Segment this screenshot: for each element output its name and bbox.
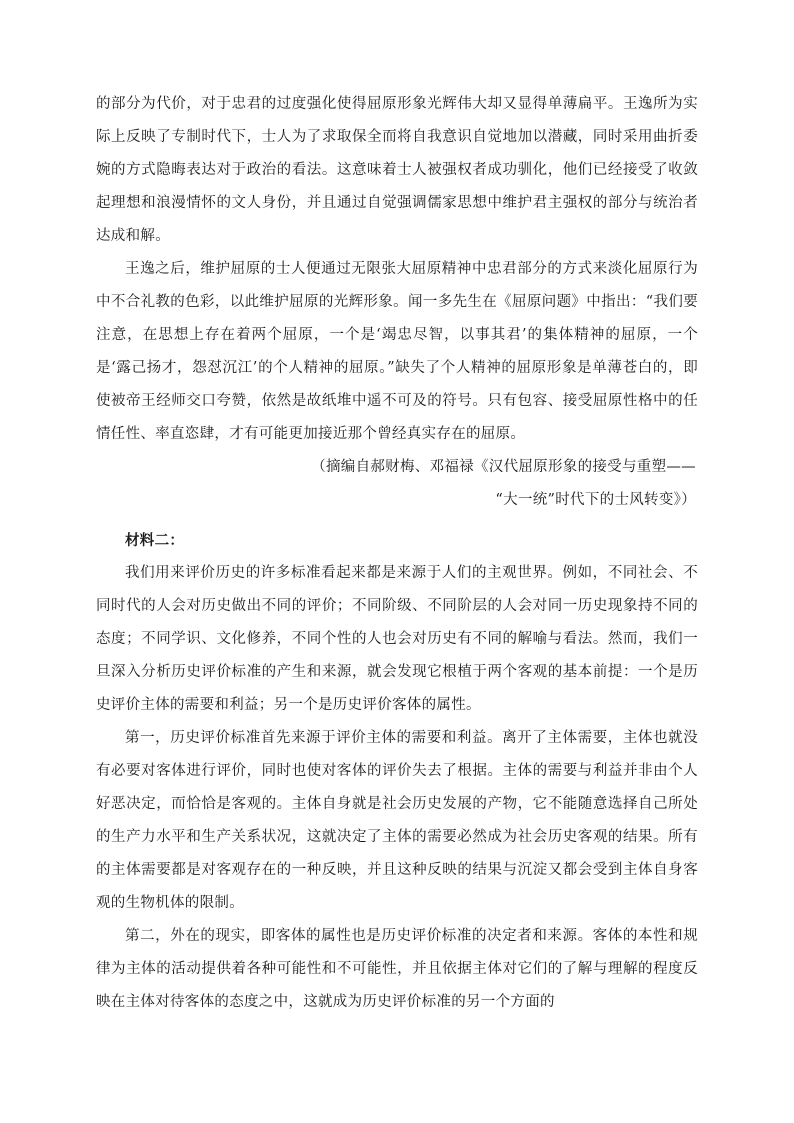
paragraph-2: 王逸之后，维护屈原的士人便通过无限张大屈原精神中忠君部分的方式来淡化屈原行为中不合礼教的色彩，以此维护屈原的光辉形象。闻一多先生在《屈原问题》中指出：“我们要注意，在思想上存在着两个屈原，一个是‘竭忠尽智，以事其君’的集体精神的屈原，一个是‘露己扬才，怨怼沉江’的个人精神的屈原。”缺失了个人精神的屈原形象是单薄苍白的，即使被帝王经师交口夸赞，依然是故纸堆中遥不可及的符号。只有包容、接受屈原性格中的任情任性、率直恣肆，才有可能更加接近那个曾经真实存在的屈原。 — [96, 261, 698, 442]
material-2-paragraph-2: 第一，历史评价标准首先来源于评价主体的需要和利益。离开了主体需要，主体也就没有必要对客体进行评价，同时也使对客体的评价失去了根据。主体的需要与利益并非由个人好恶决定，而恰恰是客观的。主体自身就是社会历史发展的产物，它不能随意选择自己所处的生产力水平和生产关系状况，这就决定了主体的需要必然成为社会历史客观的结果。所有的主体需要都是对客观存在的一种反映，并且这种反映的结果与沉淀又都会受到主体自身客观的生物机体的限制。 — [96, 730, 698, 911]
document-page — [96, 88, 698, 1019]
material-2-heading: 材料二： — [125, 532, 185, 549]
source-citation-line-1: （摘编自郝财梅、邓福禄《汉代屈原形象的接受与重塑—— — [311, 459, 696, 475]
paragraph-1: 的部分为代价，对于忠君的过度强化使得屈原形象光辉伟大却又显得单薄扁平。王逸所为实际上反映了专制时代下，士人为了求取保全而将自我意识自觉地加以潜藏，同时采用曲折委婉的方式隐晦表达对于政治的看法。这意味着士人被强权者成功驯化，他们已经接受了收敛起理想和浪漫情怀的文人身份，并且通过自觉强调儒家思想中维护君主强权的部分与统治者达成和解。 — [96, 96, 698, 244]
material-2-paragraph-1: 我们用来评价历史的许多标准看起来都是来源于人们的主观世界。例如，不同社会、不同时代的人会对历史做出不同的评价；不同阶级、不同阶层的人会对同一历史现象持不同的态度；不同学识、文化修养，不同个性的人也会对历史有不同的解喻与看法。然而，我们一旦深入分析历史评价标准的产生和来源，就会发现它根植于两个客观的基本前提：一个是历史评价主体的需要和利益；另一个是历史评价客体的属性。 — [96, 565, 698, 713]
source-citation-line-2: “大一统”时代下的士风转变》） — [495, 492, 696, 508]
material-2-paragraph-3: 第二，外在的现实，即客体的属性也是历史评价标准的决定者和来源。客体的本性和规律为主体的活动提供着各种可能性和不可能性，并且依据主体对它们的了解与理解的程度反映在主体对待客体的态度之中，这就成为历史评价标准的另一个方面的 — [96, 928, 698, 1010]
